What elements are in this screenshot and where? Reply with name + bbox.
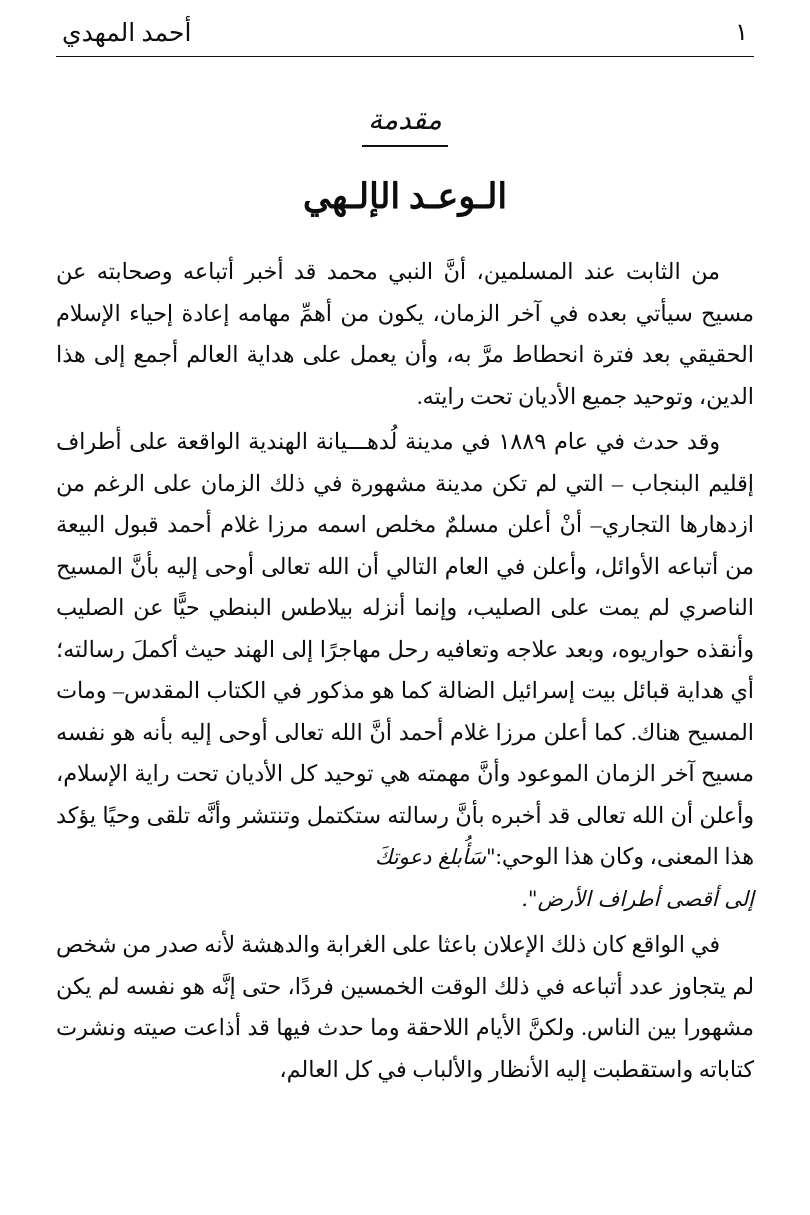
page-header	[56, 18, 754, 48]
section-label: مقدمة	[368, 103, 442, 136]
paragraph-1: من الثابت عند المسلمين، أنَّ النبي محمد قد أخبر أتباعه وصحابته عن مسيح سيأتي بعده في آخر الزمان، يكون من أهمِّ مهامه إعادة إحياء الإسلام الحقيقي بعد فترة انحطاط مرَّ به، وأن يعمل على هداية العالم أجمع إلى هذا الدين، وتوحيد جميع الأديان تحت رايته.	[56, 259, 754, 409]
paragraph-2	[56, 421, 754, 920]
section-label-underline	[362, 145, 448, 147]
page-number: ١	[735, 20, 748, 46]
paragraph-3: في الواقع كان ذلك الإعلان باعثا على الغرابة والدهشة لأنه صدر من شخص لم يتجاوز عدد أتباعه في ذلك الوقت الخمسين فردًا، حتى إنَّه هو نفسه لم يكن مشهورا بين الناس. ولكنَّ الأيام اللاحقة وما حدث فيها قد أذاعت صيته ونشرت كتاباته واستقطبت إليه الأنظار والألباب في كل العالم،	[56, 932, 754, 1082]
revelation-quote-line-1: "سَأُبلغ دعوتكَ	[375, 845, 496, 869]
body-content	[56, 251, 754, 1090]
header-divider	[56, 56, 754, 57]
page-title: الـوعـد الإلـهي	[302, 177, 508, 216]
header-author: أحمد المهدي	[62, 20, 192, 47]
revelation-quote-line-2: إلى أقصى أطراف الأرض".	[521, 886, 754, 911]
paragraph-2-text: وقد حدث في عام ١٨٨٩ في مدينة لُدهـــيانة الهندية الواقعة على أطراف إقليم البنجاب – التي لم تكن مدينة مشهورة في ذلك الزمان على الرغم من ازدهارها التجاري– أنْ أعلن مسلمٌ مخلص اسمه مرزا غلام أحمد قبول البيعة من أتباعه الأوائل، وأعلن في العام التالي أن الله تعالى أوحى إليه بأنَّ المسيح الناصري لم يمت على الصليب، وإنما أنزله بيلاطس البنطي حيًّا عن الصليب وأنقذه حواريوه، وبعد علاجه وتعافيه رحل مهاجرًا إلى الهند حيث أكملَ رسالته؛ أي هداية قبائل بيت إسرائيل الضالة كما هو مذكور في الكتاب المقدس– ومات المسيح هناك. كما أعلن مرزا غلام أحمد أنَّ الله تعالى أوحى إليه بأنه هو نفسه مسيح آخر الزمان الموعود وأنَّ مهمته هي توحيد كل الأديان تحت راية الإسلام، وأعلن أن الله تعالى قد أخبره بأنَّ رسالته ستكتمل وتنتشر وأنَّه تلقى وحيًا يؤكد هذا المعنى، وكان هذا الوحي:	[56, 429, 754, 869]
